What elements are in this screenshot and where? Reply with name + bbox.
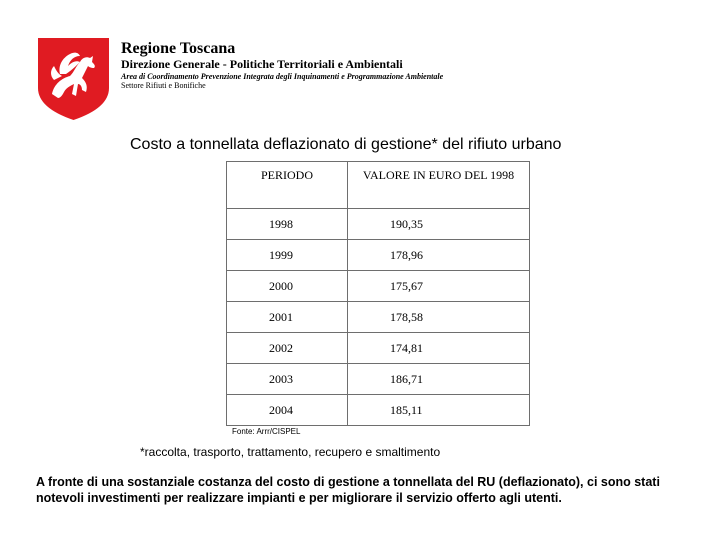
table-row [227, 271, 530, 302]
department-name: Direzione Generale - Politiche Territoriali e Ambientali [121, 57, 403, 72]
summary-text: A fronte di una sostanziale costanza del costo di gestione a tonnellata del RU (deflazionato), ci sono stati notevoli investimenti per realizzare impianti e per migliorare il servizio offerto agli utenti. [36, 475, 660, 506]
period-cell: 1999 [227, 240, 348, 271]
source-note: Fonte: Arrr/CISPEL [232, 427, 301, 436]
period-cell: 2001 [227, 302, 348, 333]
pegasus-emblem-icon [36, 36, 111, 122]
cost-table [226, 161, 530, 426]
table-row [227, 333, 530, 364]
period-cell: 2000 [227, 271, 348, 302]
table-row [227, 209, 530, 240]
period-cell: 2004 [227, 395, 348, 426]
column-header-periodo: PERIODO [227, 162, 348, 209]
table-row [227, 364, 530, 395]
table-header-row [227, 162, 530, 209]
value-cell: 174,81 [348, 333, 530, 364]
value-cell: 190,35 [348, 209, 530, 240]
footnote: *raccolta, trasporto, trattamento, recupero e smaltimento [140, 445, 441, 459]
table-row [227, 395, 530, 426]
period-cell: 2003 [227, 364, 348, 395]
period-cell: 1998 [227, 209, 348, 240]
value-cell: 178,96 [348, 240, 530, 271]
area-name: Area di Coordinamento Prevenzione Integrata degli Inquinamenti e Programmazione Ambientale [121, 72, 444, 82]
value-cell: 185,11 [348, 395, 530, 426]
period-cell: 2002 [227, 333, 348, 364]
table-row [227, 240, 530, 271]
header [121, 40, 443, 91]
value-cell: 186,71 [348, 364, 530, 395]
page-title: Costo a tonnellata deflazionato di gestione* del rifiuto urbano [130, 136, 562, 153]
table-row [227, 302, 530, 333]
value-cell: 178,58 [348, 302, 530, 333]
sector-name: Settore Rifiuti e Bonifiche [121, 81, 206, 91]
organization-name: Regione Toscana [121, 40, 236, 57]
column-header-valore: VALORE IN EURO DEL 1998 [348, 162, 530, 209]
regione-toscana-logo [36, 36, 111, 122]
value-cell: 175,67 [348, 271, 530, 302]
